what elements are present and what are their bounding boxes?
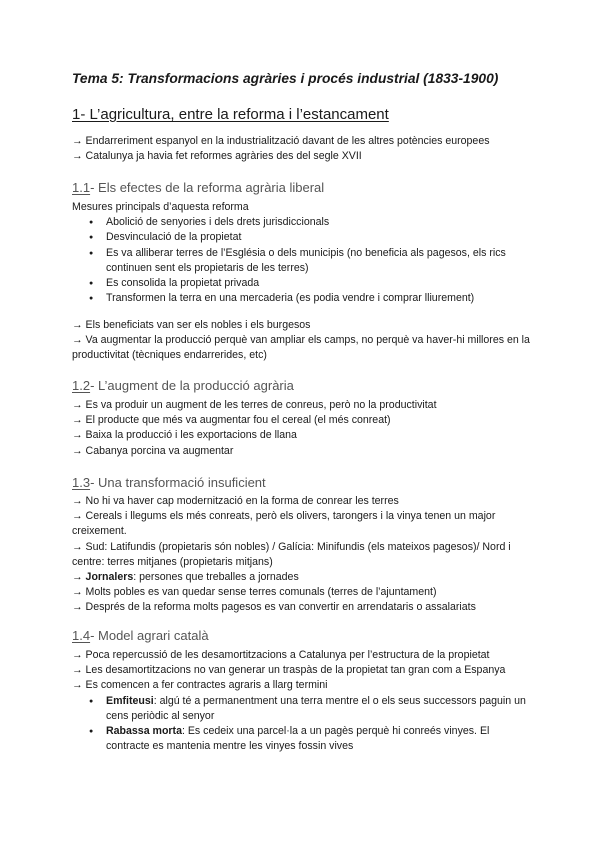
section-1-1-conclusions bbox=[72, 318, 532, 364]
section-1-3-body bbox=[72, 494, 532, 616]
term-definition: : Es cedeix una parcel·la a un pagès perquè hi conreés vinyes. El contracte es mantenia mentre les vinyes fossin vives bbox=[106, 725, 490, 753]
section-title: - Model agrari català bbox=[90, 628, 209, 643]
measures-list bbox=[72, 215, 532, 306]
section-1-body bbox=[72, 134, 532, 164]
term-definition: : persones que treballes a jornades bbox=[133, 571, 299, 584]
section-number: 1.1 bbox=[72, 180, 91, 195]
term-jornalers: Jornalers bbox=[85, 571, 134, 584]
section-number: 1.2 bbox=[72, 378, 91, 393]
text-line: → Cereals i llegums els més conreats, però els olivers, tarongers i la vinya tenen un major creixement. bbox=[72, 510, 496, 538]
section-1-4-heading bbox=[72, 628, 209, 643]
section-title: - L’augment de la producció agrària bbox=[90, 378, 294, 393]
text-line: → El producte que més va augmentar fou el cereal (el més conreat) bbox=[72, 414, 391, 427]
arrow-prefix: → bbox=[72, 571, 86, 584]
list-item: ● Desvinculació de la propietat bbox=[72, 230, 532, 245]
text-line: → Es va produir un augment de les terres de conreus, però no la productivitat bbox=[72, 399, 437, 411]
list-item: ● Abolició de senyories i dels drets jurisdiccionals bbox=[72, 215, 532, 230]
section-title: - Una transformació insuficient bbox=[90, 475, 266, 490]
intro-text: Mesures principals d’aquesta reforma bbox=[72, 201, 249, 213]
text-line: → Sud: Latifundis (propietaris són nobles) / Galícia: Minifundis (els mateixos pagesos)/ Nord i centre: terres mitjanes (propietaris mitjans) bbox=[72, 540, 511, 568]
text-line: → Es comencen a fer contractes agraris a llarg termini bbox=[72, 679, 328, 692]
text-line: → Les desamortitzacions no van generar un traspàs de la propietat tan gran com a Espanya bbox=[72, 664, 506, 677]
contracts-list bbox=[72, 694, 532, 755]
text-line: → No hi va haver cap modernització en la forma de conrear les terres bbox=[72, 495, 399, 507]
text-line: → Molts pobles es van quedar sense terres comunals (terres de l’ajuntament) bbox=[72, 586, 437, 599]
section-number: 1.4 bbox=[72, 628, 91, 643]
text-line: → Els beneficiats van ser els nobles i els burgesos bbox=[72, 319, 311, 331]
document-title: Tema 5: Transformacions agràries i procés industrial (1833-1900) bbox=[72, 71, 499, 86]
text-line: → Va augmentar la producció perquè van ampliar els camps, no perquè va haver-hi millores en la productivitat (tècniques endarrerides, etc) bbox=[72, 334, 530, 362]
section-1-1-heading bbox=[72, 180, 324, 195]
text-line: → Poca repercussió de les desamortitzacions a Catalunya per l’estructura de la propietat bbox=[72, 649, 490, 661]
section-1-1-body bbox=[72, 200, 532, 306]
text-line: → Després de la reforma molts pagesos es van convertir en arrendataris o assalariats bbox=[72, 601, 476, 614]
text-line: → Catalunya ja havia fet reformes agràries des del segle XVII bbox=[72, 150, 362, 163]
section-number: 1.3 bbox=[72, 475, 91, 490]
section-1-3-heading bbox=[72, 475, 266, 490]
list-item: ● Es consolida la propietat privada bbox=[72, 276, 532, 291]
list-item bbox=[72, 724, 532, 754]
jornalers-line bbox=[72, 570, 532, 585]
section-1-2-body bbox=[72, 398, 532, 459]
section-1-4-body bbox=[72, 648, 532, 754]
text-line: → Cabanya porcina va augmentar bbox=[72, 444, 234, 457]
list-item bbox=[72, 694, 532, 724]
text-line: → Endarreriment espanyol en la industrialització davant de les altres potències europees bbox=[72, 135, 490, 147]
list-item: ● Transformen la terra en una mercaderia (es podia vendre i comprar lliurement) bbox=[72, 291, 532, 306]
section-1-2-heading bbox=[72, 378, 294, 393]
term-definition: : algú té a permanentment una terra mentre el o els seus successors paguin un cens periòdic al senyor bbox=[106, 694, 526, 722]
term-rabassa-morta: Rabassa morta bbox=[106, 725, 182, 738]
section-title: - Els efectes de la reforma agrària liberal bbox=[90, 180, 325, 195]
text-line: → Baixa la producció i les exportacions de llana bbox=[72, 429, 297, 442]
list-item: ● Es va alliberar terres de l’Església o dels municipis (no beneficia als pagesos, els rics continuen sent els propietaris de les terres) bbox=[72, 246, 532, 276]
section-1-heading: 1- L’agricultura, entre la reforma i l’estancament bbox=[72, 106, 389, 123]
term-emfiteusi: Emfiteusi bbox=[106, 694, 154, 707]
